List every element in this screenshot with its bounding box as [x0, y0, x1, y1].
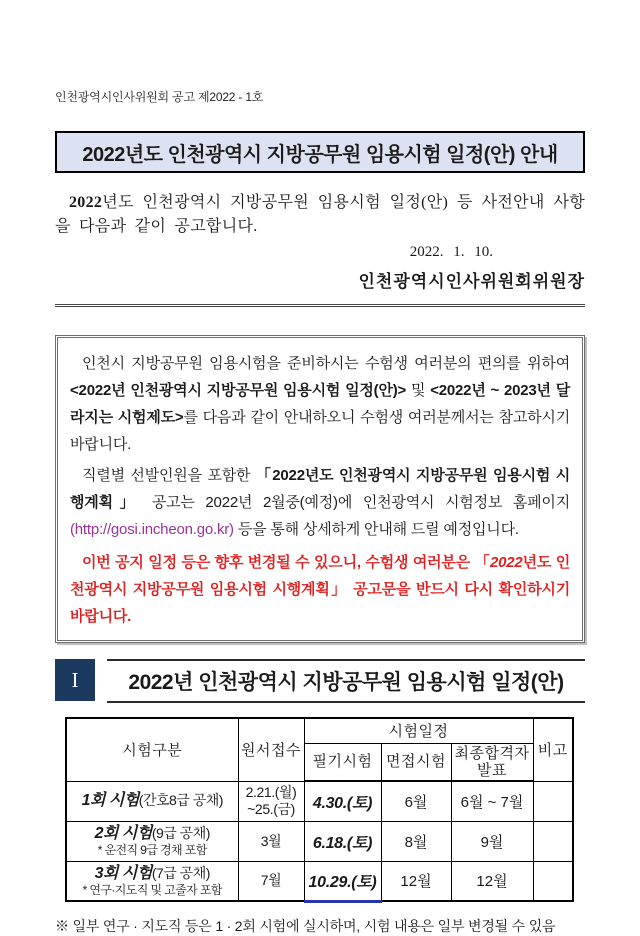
- document-title: 2022년도 인천광역시 지방공무원 임용시험 일정(안) 안내: [82, 143, 558, 166]
- table-row-exam-3: [66, 861, 573, 901]
- info-paragraph-1: [70, 350, 570, 458]
- info-p2-mid: 공고는 2022년 2월중(예정)에 인천광역시 시험정보 홈페이지: [141, 494, 571, 511]
- intro-paragraph: [55, 191, 585, 239]
- warning-year: 2022: [489, 554, 523, 571]
- exam-info-url: (http://gosi.incheon.go.kr): [70, 521, 234, 538]
- notice-number: 인천광역시인사위원회 공고 제2022 - 1호: [55, 90, 264, 104]
- info-p2-plan-ref: 「2022년도 인천광역시 지방공무원 임용시험 시행계획」: [70, 467, 571, 511]
- exam-1-written-date-cell: [304, 781, 381, 821]
- section-header: [55, 659, 585, 703]
- exam-3-final-month: 12월: [451, 861, 533, 901]
- exam-3-label-cell: [66, 861, 238, 901]
- col-header-written-exam: 필기시험: [304, 743, 381, 781]
- schedule-table-wrapper: [55, 717, 585, 903]
- exam-1-title: 1회 시험: [81, 792, 139, 810]
- table-row-exam-1: [66, 781, 573, 821]
- col-header-interview: 면접시험: [381, 743, 451, 781]
- notice-date: 2022. 1. 10.: [409, 244, 493, 260]
- section-roman-numeral: I: [55, 659, 95, 701]
- signature: 인천광역시인사위원회위원장: [358, 272, 585, 291]
- warning-paragraph: [70, 549, 570, 630]
- exam-3-interview-month: 12월: [381, 861, 451, 901]
- exam-1-label-cell: [66, 781, 238, 821]
- exam-1-interview-month: 6월: [381, 781, 451, 821]
- info-p1-system-ref: <2022년 ~ 2023년 달라지는 시험제도>: [70, 382, 571, 426]
- info-paragraph-2: [70, 462, 570, 543]
- document-title-box: [55, 131, 585, 173]
- exam-2-title-sub: (9급 공채): [151, 825, 210, 842]
- exam-1-apply-line1: 2.21.(월): [245, 784, 297, 801]
- info-p1-tail: 를 다음과 같이 안내하오니 수험생 여러분께서는 참고하시기 바랍니다.: [70, 409, 570, 453]
- exam-3-remark: [533, 861, 573, 901]
- col-header-remarks: 비고: [533, 718, 573, 781]
- warning-text-end: 년도 인천광역시 지방공무원 임용시험 시행계획」 공고문을 반드시 다시 확인하시기 바랍니다.: [70, 554, 570, 625]
- table-row-exam-2: [66, 821, 573, 861]
- exam-2-title: 2회 시험: [94, 825, 152, 843]
- exam-1-remark: [533, 781, 573, 821]
- exam-3-title-sub: (7급 공채): [151, 864, 210, 881]
- exam-2-title-line: [69, 824, 236, 843]
- exam-1-written-date: 4.30.(토): [312, 794, 373, 812]
- exam-2-interview-month: 8월: [381, 821, 451, 861]
- exam-2-application-period: [238, 821, 304, 861]
- section-title: 2022년 인천광역시 지방공무원 임용시험 일정(안): [107, 659, 585, 703]
- info-box: [55, 335, 585, 643]
- exam-3-written-date: 10.29.(토): [308, 874, 377, 891]
- exam-1-title-line: [69, 791, 236, 810]
- table-header-row-1: [66, 718, 573, 743]
- info-p1-schedule-ref: <2022년 인천광역시 지방공무원 임용시험 일정(안)>: [70, 382, 407, 399]
- col-header-application: 원서접수: [238, 718, 304, 781]
- col-header-exam-type: 시험구분: [66, 718, 238, 781]
- intro-year: 2022: [69, 194, 103, 211]
- exam-3-title-line: [69, 864, 236, 883]
- exam-1-application-period: [238, 781, 304, 821]
- table-footnote: ※ 일부 연구 · 지도직 등은 1 · 2회 시험에 실시하며, 시험 내용은 일부 변경될 수 있음: [55, 917, 556, 934]
- intro-text: 년도 인천광역시 지방공무원 임용시험 일정(안) 등 사전안내 사항을 다음과 같이 공고합니다.: [55, 194, 585, 235]
- exam-2-note: * 운전직 9급 경채 포함: [97, 843, 207, 858]
- exam-1-apply-line2: ~25.(금): [247, 801, 295, 817]
- exam-3-application-period: [238, 861, 304, 901]
- exam-2-written-date-cell: [304, 821, 381, 861]
- exam-3-title: 3회 시험: [94, 864, 152, 882]
- exam-2-apply-line1: 3월: [260, 832, 282, 849]
- col-header-exam-schedule: 시험일정: [304, 718, 533, 743]
- exam-2-final-month: 9월: [451, 821, 533, 861]
- exam-3-written-date-cell: [304, 861, 381, 901]
- schedule-table: [65, 717, 574, 903]
- exam-3-apply-line1: 7월: [260, 872, 282, 889]
- warning-text-start: 이번 공지 일정 등은 향후 변경될 수 있으니, 수험생 여러분은 「: [82, 554, 490, 571]
- exam-2-written-date: 6.18.(토): [312, 834, 373, 852]
- exam-1-final-month: 6월 ~ 7월: [451, 781, 533, 821]
- info-p1-and: 및: [406, 382, 431, 399]
- info-p1-text: 인천시 지방공무원 임용시험을 준비하시는 수험생 여러분의 편의를 위하여: [82, 355, 570, 372]
- exam-2-label-cell: [66, 821, 238, 861]
- divider-double-rule: [55, 304, 585, 307]
- info-p2-tail: 등을 통해 상세하게 안내해 드릴 예정입니다.: [233, 521, 519, 538]
- col-header-final-announcement: 최종합격자 발표: [451, 743, 533, 781]
- info-p2-text: 직렬별 선발인원을 포함한: [82, 467, 256, 484]
- exam-2-remark: [533, 821, 573, 861]
- exam-1-title-sub: (간호8급 공채): [138, 792, 223, 809]
- exam-3-note: * 연구·지도직 및 고졸자 포함: [82, 883, 222, 898]
